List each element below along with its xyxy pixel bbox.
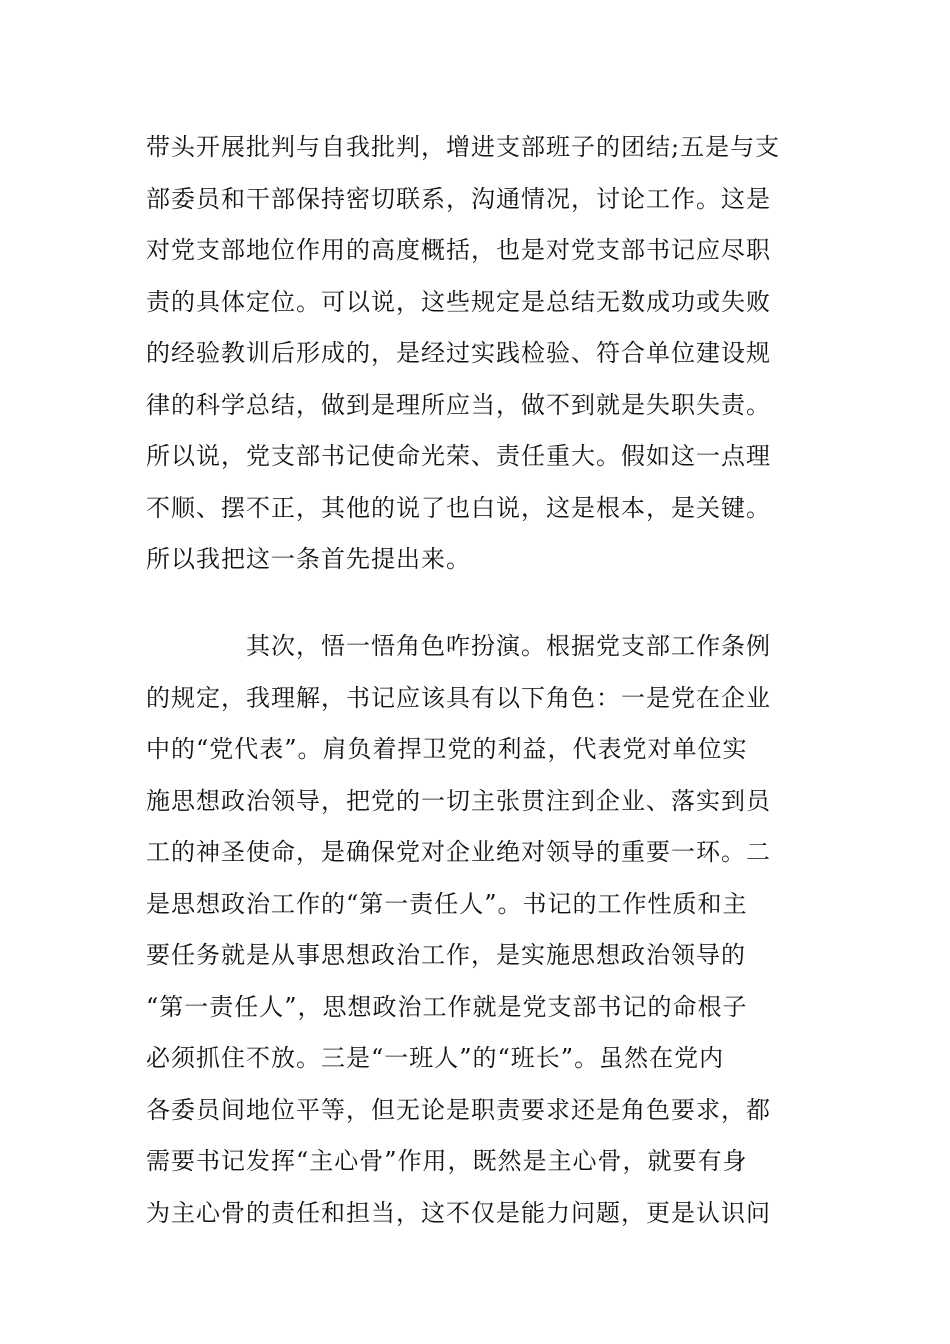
text-line: 律的科学总结，做到是理所应当，做不到就是失职失责。 bbox=[146, 390, 771, 419]
text-line: 必须抓住不放。三是“一班人”的“班长”。虽然在党内 bbox=[146, 1044, 725, 1072]
text-line: 所以我把这一条首先提出来。 bbox=[146, 545, 471, 573]
text-line: 施思想政治领导，把党的一切主张贯注到企业、落实到员 bbox=[146, 786, 771, 815]
text-line: 工的神圣使命，是确保党对企业绝对领导的重要一环。二 bbox=[146, 838, 771, 866]
text-line: 各委员间地位平等，但无论是职责要求还是角色要求，都 bbox=[146, 1095, 771, 1124]
text-line: “第一责任人”，思想政治工作就是党支部书记的命根子 bbox=[146, 992, 748, 1021]
text-line: 需要书记发挥“主心骨”作用，既然是主心骨，就要有身 bbox=[146, 1147, 748, 1175]
text-line: 部委员和干部保持密切联系，沟通情况，讨论工作。这是 bbox=[146, 184, 771, 213]
text-line: 不顺、摆不正，其他的说了也白说，这是根本，是关键。 bbox=[146, 493, 771, 522]
paragraph-2 bbox=[146, 621, 811, 1239]
paragraph-1 bbox=[146, 122, 811, 586]
text-line: 责的具体定位。可以说，这些规定是总结无数成功或失败 bbox=[146, 287, 771, 316]
text-line: 对党支部地位作用的高度概括，也是对党支部书记应尽职 bbox=[146, 236, 771, 264]
text-line: 为主心骨的责任和担当，这不仅是能力问题，更是认识问 bbox=[146, 1198, 771, 1227]
text-line: 中的“党代表”。肩负着捍卫党的利益，代表党对单位实 bbox=[146, 735, 748, 763]
text-line: 要任务就是从事思想政治工作，是实施思想政治领导的 bbox=[146, 941, 746, 969]
text-line: 是思想政治工作的“第一责任人”。书记的工作性质和主 bbox=[146, 889, 748, 918]
text-line: 的经验教训后形成的，是经过实践检验、符合单位建设规 bbox=[146, 339, 771, 367]
text-line: 带头开展批判与自我批判，增进支部班子的团结;五是与支 bbox=[146, 133, 781, 161]
text-line: 所以说，党支部书记使命光荣、责任重大。假如这一点理 bbox=[146, 442, 771, 470]
text-line: 的规定，我理解，书记应该具有以下角色：一是党在企业 bbox=[146, 683, 771, 712]
text-line: 其次，悟一悟角色咋扮演。根据党支部工作条例 bbox=[246, 632, 771, 660]
